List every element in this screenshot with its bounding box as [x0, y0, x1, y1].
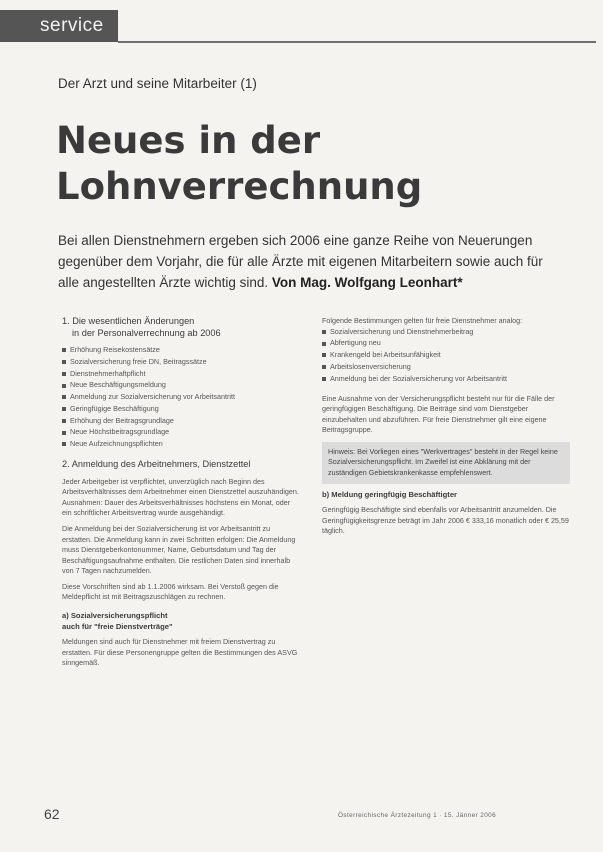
list-item: Sozialversicherung freie DN, Beitragssätze	[62, 357, 300, 368]
headline-line-2: Lohnverrechnung	[56, 165, 423, 208]
analog-rules-list	[322, 327, 570, 385]
list-item: Anmeldung bei der Sozialversicherung vor Arbeitsantritt	[322, 374, 570, 385]
section-band	[0, 10, 118, 42]
body-paragraph: Die Anmeldung bei der Sozialversicherung ist vor Arbeitsantritt zu erstatten. Die Anmeldung kann in zwei Schritten erfolgen: Die Anmeldung muss Dienstgeberkontonummer, Name, Geburtsdatum und Tag der Beschäftigungsaufnahme enthalten. Die restlichen Daten sind innerhalb von 7 Tagen nachzumelden.	[62, 523, 296, 576]
list-item: Anmeldung zur Sozialversicherung vor Arbeitsantritt	[62, 392, 300, 403]
info-box: Hinweis: Bei Vorliegen eines "Werkvertrages" besteht in der Regel keine Sozialversicherungspflicht. Im Zweifel ist eine Abklärung mit der zuständigen Gebietskrankenkasse empfehlenswert.	[322, 442, 570, 484]
section-rule	[118, 41, 596, 43]
body-paragraph: Jeder Arbeitgeber ist verpflichtet, unverzüglich nach Beginn des Arbeitsverhältnisses dem Arbeitnehmer einen Dienstzettel auszuhändigen. Ausnahmen: Dauer des Arbeitsverhältnisses höchstens ein Monat, oder ein schriftlicher Arbeitsvertrag wurde ausgehändigt.	[62, 476, 299, 518]
list-item: Abfertigung neu	[322, 338, 570, 349]
list-item: Krankengeld bei Arbeitsunfähigkeit	[322, 350, 570, 361]
list-item: Dienstnehmerhaftpflicht	[62, 369, 300, 380]
list-item: Sozialversicherung und Dienstnehmerbeitrag	[322, 327, 570, 338]
headline	[56, 118, 556, 210]
subsection-b-title: b) Meldung geringfügig Beschäftigter	[322, 489, 457, 499]
body-paragraph: Geringfügig Beschäftigte sind ebenfalls vor Arbeitsantritt anzumelden. Die Geringfügigkeitsgrenze beträgt im Jahr 2006 € 333,16 monatlich oder € 25,59 täglich.	[322, 505, 569, 536]
body-paragraph: Folgende Bestimmungen gelten für freie Dienstnehmer analog:	[322, 316, 523, 325]
left-column	[62, 316, 300, 669]
headline-line-1: Neues in der	[56, 119, 321, 162]
changes-list	[62, 345, 300, 450]
list-item: Geringfügige Beschäftigung	[62, 404, 300, 415]
right-column	[322, 316, 570, 537]
body-paragraph: Diese Vorschriften sind ab 1.1.2006 wirksam. Bei Verstoß gegen die Meldepflicht ist mit Beitragszuschlägen zu rechnen.	[62, 581, 279, 602]
lead-paragraph	[58, 230, 558, 293]
list-item: Erhöhung Reisekostensätze	[62, 345, 300, 356]
list-item: Arbeitslosenversicherung	[322, 362, 570, 373]
list-item: Neue Aufzeichnungspflichten	[62, 439, 300, 450]
kicker: Der Arzt und seine Mitarbeiter (1)	[58, 76, 257, 91]
lead-text: Bei allen Dienstnehmern ergeben sich 2006 eine ganze Reihe von Neuerungen gegenüber dem Vorjahr, die für alle Ärzte mit eigenen Mitarbeitern sowie auch für alle angestellten Ärzte wichtig sind.	[58, 233, 543, 290]
running-footer: Österreichische Ärztezeitung 1 · 15. Jänner 2006	[338, 812, 497, 819]
body-paragraph: Meldungen sind auch für Dienstnehmer mit freiem Dienstvertrag zu erstatten. Für diese Personengruppe gelten die Bestimmungen des ASVG sinngemäß.	[62, 637, 298, 668]
list-item: Neue Höchstbeitragsgrundlage	[62, 427, 300, 438]
list-item: Neue Beschäftigungsmeldung	[62, 380, 300, 391]
section-label: service	[40, 15, 104, 36]
page-number: 62	[44, 806, 60, 822]
subsection-a-title: a) Sozialversicherungspflicht auch für "freie Dienstverträge"	[62, 611, 173, 631]
section-2-title: 2. Anmeldung des Arbeitnehmers, Dienstzettel	[62, 459, 251, 470]
author-byline: Von Mag. Wolfgang Leonhart*	[271, 275, 463, 290]
section-1-title: 1. Die wesentlichen Änderungen in der Personalverrechnung ab 2006	[62, 316, 221, 338]
body-paragraph: Eine Ausnahme von der Versicherungspflicht besteht nur für die Fälle der geringfügigen Beschäftigung. Die Beiträge sind vom Dienstgeber einzubehalten und abzuführen. Für freie Dienstnehmer gilt eine eigene Beitragsgruppe.	[322, 393, 555, 435]
list-item: Erhöhung der Beitragsgrundlage	[62, 416, 300, 427]
